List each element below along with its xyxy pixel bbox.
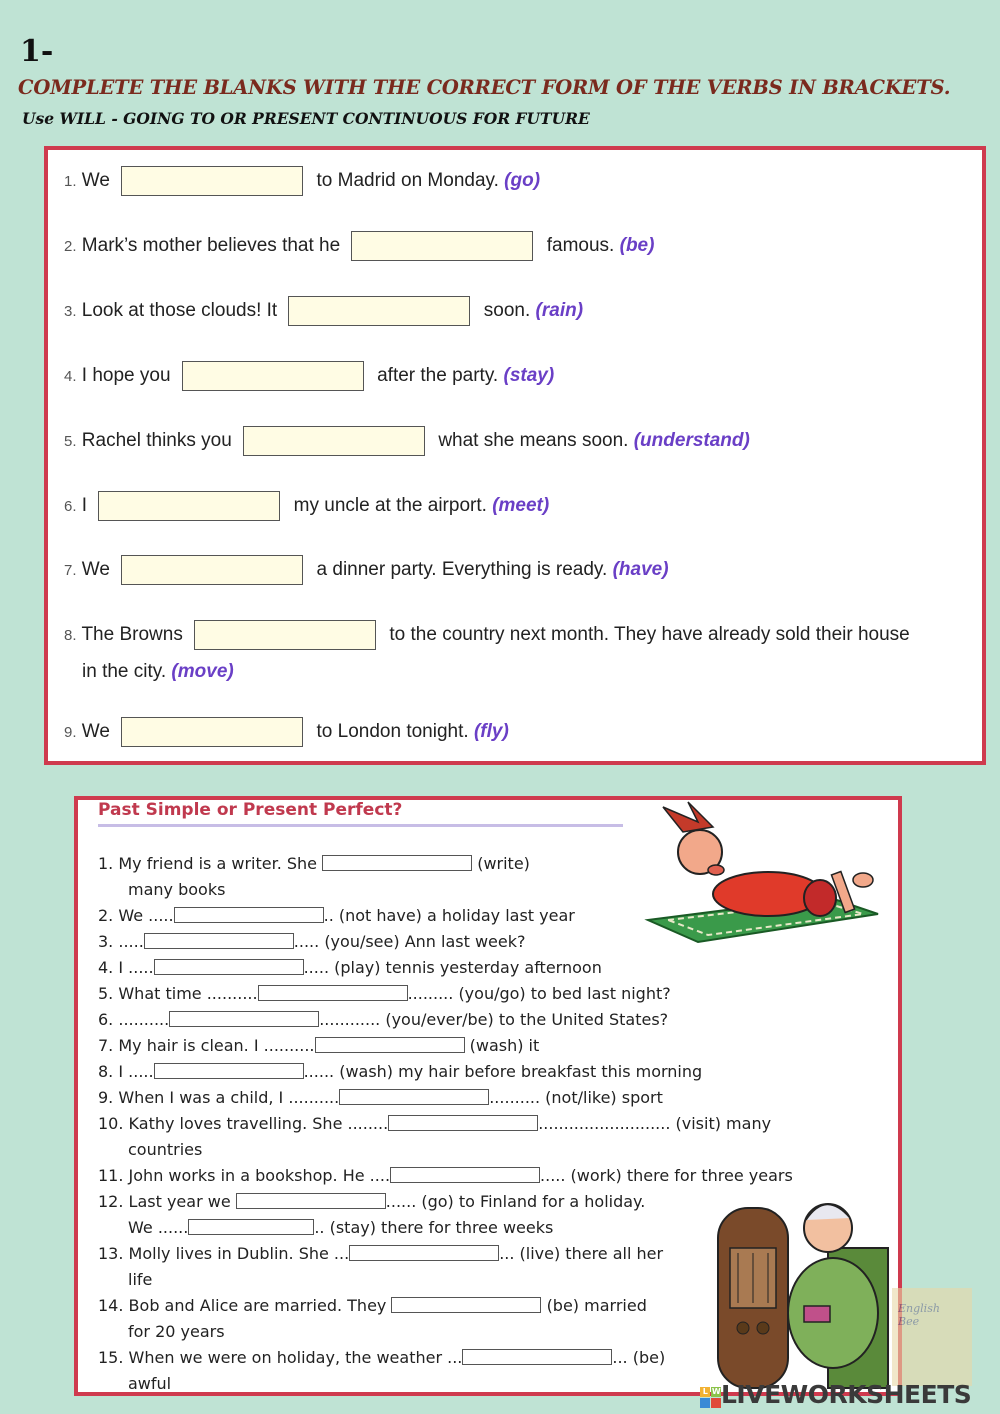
item-text: .......... bbox=[118, 1010, 170, 1029]
exercise-number: 1- bbox=[20, 34, 54, 69]
item-text: a dinner party. Everything is ready. bbox=[316, 559, 608, 581]
brand-text: LIVEWORKSHEETS bbox=[721, 1380, 972, 1409]
ex2-item-6 bbox=[98, 1010, 668, 1030]
item-text: my uncle at the airport. bbox=[293, 495, 487, 517]
ex2-item-4 bbox=[98, 958, 602, 978]
ex2-item-12-cont bbox=[128, 1218, 553, 1238]
answer-input[interactable] bbox=[315, 1037, 465, 1053]
ex1-item-4 bbox=[64, 361, 554, 391]
ex2-item-12 bbox=[98, 1192, 645, 1212]
verb-hint: (meet) bbox=[492, 495, 550, 517]
item-number: 9. bbox=[64, 724, 77, 742]
item-text: (write) bbox=[477, 854, 530, 873]
item-number: 1. bbox=[98, 854, 114, 873]
item-text: .......................... (visit) many bbox=[538, 1114, 772, 1133]
verb-hint: (have) bbox=[612, 559, 669, 581]
item-text: We ..... bbox=[118, 906, 174, 925]
item-text: Kathy loves travelling. She ........ bbox=[128, 1114, 389, 1133]
ex1-item-1 bbox=[64, 166, 540, 196]
ex1-item-7 bbox=[64, 555, 669, 585]
item-number: 2. bbox=[64, 238, 77, 256]
item-text: countries bbox=[128, 1140, 203, 1159]
exercise1-panel bbox=[44, 146, 986, 765]
item-number: 10. bbox=[98, 1114, 124, 1133]
item-number: 4. bbox=[64, 368, 77, 386]
watermark-text: Bee bbox=[898, 1315, 920, 1328]
exercise2-title: Past Simple or Present Perfect? bbox=[98, 800, 403, 820]
ex1-item-8-cont bbox=[82, 660, 234, 684]
ex2-item-14 bbox=[98, 1296, 647, 1316]
answer-input[interactable] bbox=[322, 855, 472, 871]
title-underline bbox=[98, 824, 623, 827]
item-number: 8. bbox=[98, 1062, 114, 1081]
item-text: The Browns bbox=[81, 624, 183, 646]
grandma-radio-illustration bbox=[708, 1188, 898, 1393]
item-text: ..... (play) tennis yesterday afternoon bbox=[303, 958, 602, 977]
item-number: 7. bbox=[64, 562, 77, 580]
item-text: My friend is a writer. She bbox=[118, 854, 318, 873]
exercise2-panel bbox=[74, 796, 940, 1396]
item-text: in the city. bbox=[82, 661, 167, 682]
item-text: awful bbox=[128, 1374, 172, 1393]
answer-input[interactable] bbox=[121, 717, 303, 747]
verb-hint: (move) bbox=[171, 661, 234, 682]
item-number: 13. bbox=[98, 1244, 124, 1263]
answer-input[interactable] bbox=[288, 296, 470, 326]
item-text: Mark’s mother believes that he bbox=[81, 235, 341, 257]
english-bee-watermark bbox=[892, 1288, 972, 1386]
item-number: 14. bbox=[98, 1296, 124, 1315]
ex2-item-7 bbox=[98, 1036, 539, 1056]
answer-input[interactable] bbox=[121, 166, 303, 196]
item-number: 4. bbox=[98, 958, 114, 977]
item-text: Last year we bbox=[128, 1192, 231, 1211]
item-text: for 20 years bbox=[128, 1322, 225, 1341]
watermark-text: English bbox=[898, 1302, 940, 1315]
answer-input[interactable] bbox=[144, 933, 294, 949]
item-text: .......... (not/like) sport bbox=[489, 1088, 663, 1107]
item-text: .. (stay) there for three weeks bbox=[314, 1218, 554, 1237]
verb-hint: (rain) bbox=[535, 300, 584, 322]
item-text: (be) married bbox=[546, 1296, 647, 1315]
item-text: ......... (you/go) to bed last night? bbox=[407, 984, 671, 1003]
verb-hint: (stay) bbox=[503, 365, 555, 387]
item-text: We bbox=[81, 170, 110, 192]
item-number: 3. bbox=[98, 932, 114, 951]
item-number: 11. bbox=[98, 1166, 124, 1185]
answer-input[interactable] bbox=[194, 620, 376, 650]
instructions-title: COMPLETE THE BLANKS WITH THE CORRECT FORM OF THE VERBS IN BRACKETS. bbox=[18, 76, 951, 99]
item-text: I bbox=[81, 495, 88, 517]
answer-input[interactable] bbox=[388, 1115, 538, 1131]
answer-input[interactable] bbox=[154, 1063, 304, 1079]
item-number: 6. bbox=[98, 1010, 114, 1029]
answer-input[interactable] bbox=[339, 1089, 489, 1105]
item-text: ... (be) bbox=[612, 1348, 666, 1367]
ex2-item-14-cont bbox=[128, 1322, 225, 1342]
item-text: many books bbox=[128, 880, 226, 899]
logo-icon bbox=[700, 1382, 721, 1411]
answer-input[interactable] bbox=[121, 555, 303, 585]
item-text: ............ (you/ever/be) to the United States? bbox=[319, 1010, 669, 1029]
answer-input[interactable] bbox=[98, 491, 280, 521]
item-number: 12. bbox=[98, 1192, 124, 1211]
item-number: 5. bbox=[64, 433, 77, 451]
ex2-item-15-cont bbox=[128, 1374, 171, 1394]
ex2-item-15 bbox=[98, 1348, 665, 1368]
answer-input[interactable] bbox=[390, 1167, 540, 1183]
logo-letter: L bbox=[700, 1387, 710, 1397]
item-text: ...... (go) to Finland for a holiday. bbox=[385, 1192, 646, 1211]
verb-hint: (be) bbox=[619, 235, 655, 257]
item-number: 3. bbox=[64, 303, 77, 321]
ex2-item-1 bbox=[98, 854, 530, 874]
item-text: What time .......... bbox=[118, 984, 258, 1003]
item-text: We bbox=[81, 559, 110, 581]
ex2-item-9 bbox=[98, 1088, 663, 1108]
ex2-item-10-cont bbox=[128, 1140, 202, 1160]
ex2-item-3 bbox=[98, 932, 525, 952]
verb-hint: (understand) bbox=[633, 430, 750, 452]
item-text: Bob and Alice are married. They bbox=[128, 1296, 387, 1315]
item-text: When I was a child, I .......... bbox=[118, 1088, 340, 1107]
item-text: I ..... bbox=[118, 958, 154, 977]
answer-input[interactable] bbox=[182, 361, 364, 391]
ex1-item-6 bbox=[64, 491, 549, 521]
ex2-item-11 bbox=[98, 1166, 793, 1186]
item-text: We bbox=[81, 721, 110, 743]
item-text: We ...... bbox=[128, 1218, 189, 1237]
ex1-item-8 bbox=[64, 620, 910, 650]
item-text: ..... (work) there for three years bbox=[540, 1166, 793, 1185]
answer-input[interactable] bbox=[236, 1193, 386, 1209]
item-text: When we were on holiday, the weather ... bbox=[128, 1348, 463, 1367]
item-text: My hair is clean. I .......... bbox=[118, 1036, 315, 1055]
answer-input[interactable] bbox=[243, 426, 425, 456]
item-text: to the country next month. They have already sold their house bbox=[389, 624, 910, 646]
answer-input[interactable] bbox=[188, 1219, 314, 1235]
ex2-item-13 bbox=[98, 1244, 663, 1264]
item-text: .. (not have) a holiday last year bbox=[323, 906, 575, 925]
item-text: Molly lives in Dublin. She ... bbox=[128, 1244, 350, 1263]
ex2-item-1-cont bbox=[128, 880, 225, 900]
liveworksheets-logo bbox=[700, 1380, 971, 1411]
item-text: to Madrid on Monday. bbox=[316, 170, 499, 192]
item-number: 7. bbox=[98, 1036, 114, 1055]
item-text: Look at those clouds! It bbox=[81, 300, 278, 322]
answer-input[interactable] bbox=[258, 985, 408, 1001]
answer-input[interactable] bbox=[351, 231, 533, 261]
ex1-item-9 bbox=[64, 717, 509, 747]
ex2-item-13-cont bbox=[128, 1270, 152, 1290]
item-number: 1. bbox=[64, 173, 77, 191]
item-text: I hope you bbox=[81, 365, 171, 387]
answer-input[interactable] bbox=[169, 1011, 319, 1027]
ex2-item-8 bbox=[98, 1062, 702, 1082]
item-text: ..... bbox=[118, 932, 144, 951]
answer-input[interactable] bbox=[349, 1245, 499, 1261]
item-number: 2. bbox=[98, 906, 114, 925]
item-text: (wash) it bbox=[469, 1036, 540, 1055]
verb-hint: (go) bbox=[504, 170, 541, 192]
item-number: 8. bbox=[64, 627, 77, 645]
item-number: 15. bbox=[98, 1348, 124, 1367]
item-text: what she means soon. bbox=[438, 430, 629, 452]
item-text: Rachel thinks you bbox=[81, 430, 232, 452]
item-text: life bbox=[128, 1270, 153, 1289]
answer-input[interactable] bbox=[391, 1297, 541, 1313]
item-text: ... (live) there all her bbox=[499, 1244, 664, 1263]
ex1-item-2 bbox=[64, 231, 654, 261]
item-text: soon. bbox=[483, 300, 531, 322]
ex2-item-5 bbox=[98, 984, 671, 1004]
item-text: after the party. bbox=[377, 365, 499, 387]
item-number: 9. bbox=[98, 1088, 114, 1107]
item-text: I ..... bbox=[118, 1062, 154, 1081]
verb-hint: (fly) bbox=[473, 721, 509, 743]
instructions-subtitle: Use WILL - GOING TO OR PRESENT CONTINUOUS FOR FUTURE bbox=[22, 109, 590, 128]
logo-square bbox=[711, 1398, 721, 1408]
item-text: famous. bbox=[546, 235, 615, 257]
answer-input[interactable] bbox=[174, 907, 324, 923]
answer-input[interactable] bbox=[154, 959, 304, 975]
logo-square bbox=[700, 1398, 710, 1408]
item-number: 6. bbox=[64, 498, 77, 516]
sunbather-illustration bbox=[638, 802, 883, 942]
item-text: ...... (wash) my hair before breakfast this morning bbox=[303, 1062, 703, 1081]
ex1-item-5 bbox=[64, 426, 750, 456]
ex2-item-2 bbox=[98, 906, 575, 926]
item-number: 5. bbox=[98, 984, 114, 1003]
item-text: John works in a bookshop. He .... bbox=[128, 1166, 391, 1185]
answer-input[interactable] bbox=[462, 1349, 612, 1365]
item-text: ..... (you/see) Ann last week? bbox=[293, 932, 526, 951]
logo-letter: W bbox=[711, 1387, 721, 1396]
ex1-item-3 bbox=[64, 296, 583, 326]
ex2-item-10 bbox=[98, 1114, 771, 1134]
item-text: to London tonight. bbox=[316, 721, 469, 743]
